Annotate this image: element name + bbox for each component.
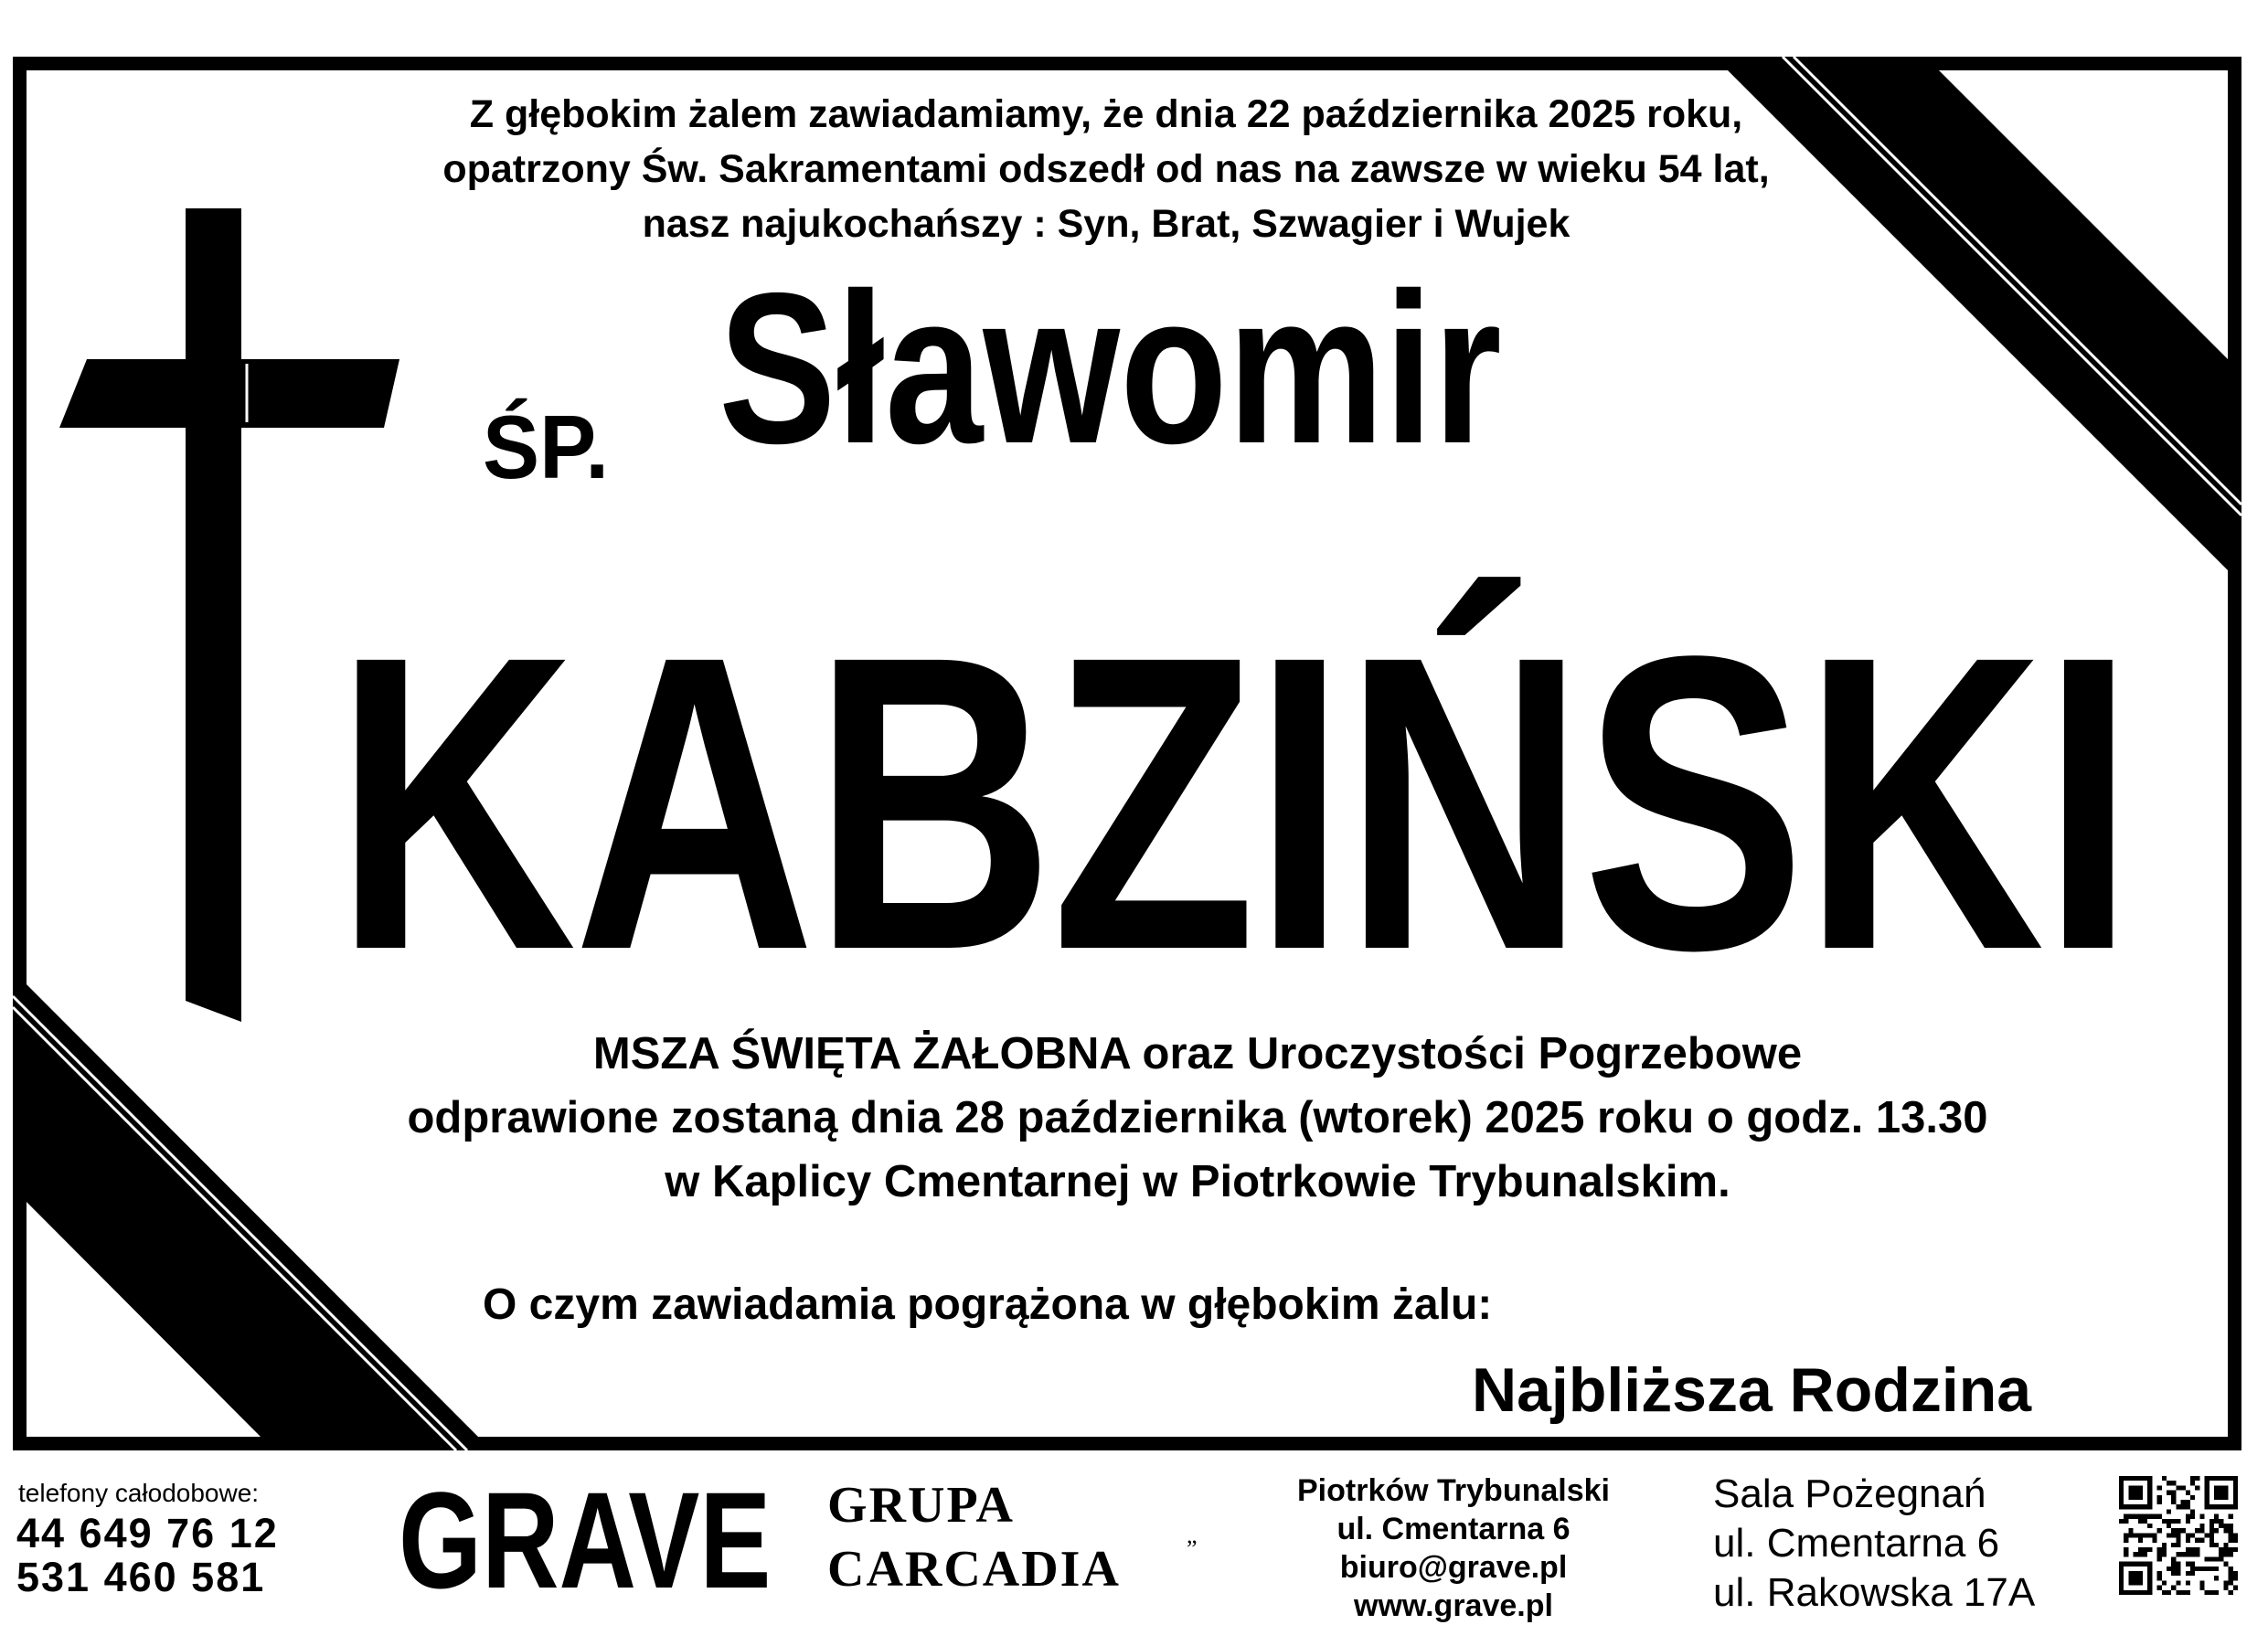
deceased-prefix: ŚP. xyxy=(483,397,610,497)
qr-code-icon[interactable] xyxy=(2119,1476,2238,1595)
farewell-hall-title: Sala Pożegnań xyxy=(1713,1471,1986,1516)
phone-number[interactable]: 44 649 76 12 xyxy=(16,1510,279,1556)
intro-line: opatrzony Św. Sakramentami odszedł od nas na zawsze w wieku 54 lat, xyxy=(442,147,1770,191)
contact-email[interactable]: biuro@grave.pl xyxy=(1339,1550,1568,1585)
farewell-hall xyxy=(1713,1470,2035,1618)
group-name-line: GRUPA xyxy=(827,1477,1015,1534)
contact-city: Piotrków Trybunalski xyxy=(1297,1473,1610,1508)
funeral-line: odprawione zostaną dnia 28 października (wtorek) 2025 roku o godz. 13.30 xyxy=(407,1093,1988,1142)
intro-text xyxy=(302,87,1911,251)
phones-label: telefony całodobowe: xyxy=(18,1479,260,1507)
deceased-last-name: KABZIŃSKI xyxy=(335,569,2133,1037)
intro-line: nasz najukochańszy : Syn, Brat, Szwagier i Wujek xyxy=(642,202,1571,246)
contact-website[interactable]: www.grave.pl xyxy=(1354,1588,1553,1623)
funeral-line: MSZA ŚWIĘTA ŻAŁOBNA oraz Uroczystości Pogrzebowe xyxy=(592,1029,1803,1078)
funeral-line: w Kaplicy Cmentarnej w Piotrkowie Trybunalskim. xyxy=(665,1157,1730,1206)
funeral-details xyxy=(283,1022,2112,1214)
phone-number[interactable]: 531 460 581 xyxy=(16,1554,266,1600)
farewell-hall-address: ul. Cmentarna 6 xyxy=(1713,1521,2000,1566)
deceased-first-name: Sławomir xyxy=(719,248,1502,488)
farewell-hall-address: ul. Rakowska 17A xyxy=(1713,1570,2036,1615)
group-name xyxy=(827,1473,1121,1601)
grave-logo: GRAVE xyxy=(399,1463,772,1617)
announcement-text: O czym zawiadamia pogrążona w głębokim żalu: xyxy=(483,1280,1493,1329)
quote-mark: ” xyxy=(1187,1535,1198,1562)
contact-block xyxy=(1252,1471,1655,1625)
family-signature: Najbliższa Rodzina xyxy=(1472,1355,2032,1425)
contact-street: ul. Cmentarna 6 xyxy=(1336,1512,1571,1546)
intro-line: Z głębokim żalem zawiadamiamy, że dnia 22 października 2025 roku, xyxy=(469,92,1743,136)
group-name-line: CARCADIA xyxy=(827,1541,1121,1598)
